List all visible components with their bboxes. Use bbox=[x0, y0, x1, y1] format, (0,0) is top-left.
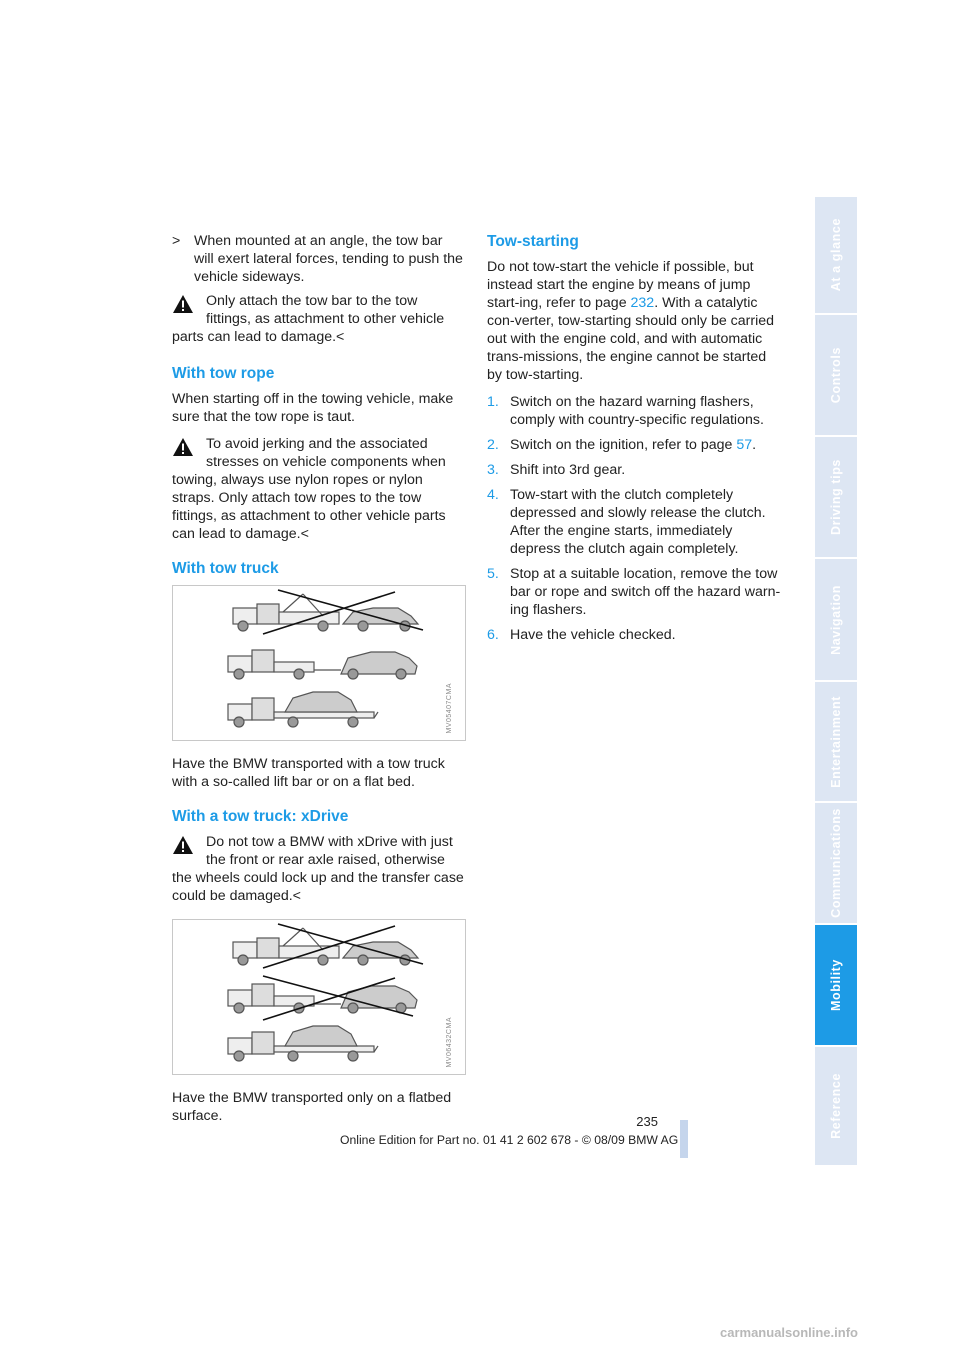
tab-navigation[interactable] bbox=[815, 559, 857, 682]
chapter-sidebar bbox=[815, 197, 857, 1167]
step-number: 6. bbox=[487, 627, 499, 643]
figure-code: MV05407CMA bbox=[446, 683, 453, 734]
tab-entertainment[interactable] bbox=[815, 682, 857, 803]
step-text: Have the vehicle checked. bbox=[510, 627, 676, 643]
page-number: 235 bbox=[636, 1114, 658, 1129]
tab-label: Entertainment bbox=[829, 695, 843, 788]
tab-label: Reference bbox=[829, 1073, 843, 1139]
step-item bbox=[487, 565, 782, 619]
left-column bbox=[172, 232, 464, 1134]
heading-tow-rope: With tow rope bbox=[172, 365, 275, 382]
warning-triangle-icon bbox=[172, 835, 194, 855]
step-text: Shift into 3rd gear. bbox=[510, 462, 626, 478]
warning-block bbox=[172, 833, 464, 905]
xdrive-tow-illustration bbox=[173, 920, 465, 1074]
tab-label: Controls bbox=[829, 346, 843, 404]
page-link-232[interactable]: 232 bbox=[630, 295, 655, 311]
tow-starting-intro bbox=[487, 258, 782, 384]
xdrive-text: Have the BMW transported only on a flatbed surface. bbox=[172, 1090, 452, 1124]
step-number: 1. bbox=[487, 394, 499, 410]
right-column bbox=[487, 232, 782, 651]
page-link-57[interactable]: 57 bbox=[736, 437, 753, 453]
tow-truck-figure bbox=[172, 585, 466, 741]
warning-text: Only attach the tow bar to the tow fittings, as attachment to other vehicle parts can lead to damage.< bbox=[172, 293, 445, 345]
step-text-after: . bbox=[752, 437, 757, 453]
bullet-item bbox=[172, 232, 464, 286]
step-number: 5. bbox=[487, 566, 499, 582]
tab-label: Communications bbox=[829, 808, 843, 918]
tab-label: Driving tips bbox=[829, 459, 843, 535]
watermark: carmanualsonline.info bbox=[720, 1325, 858, 1340]
bullet-mark: > bbox=[172, 233, 181, 249]
step-item bbox=[487, 461, 782, 479]
tow-truck-text: Have the BMW transported with a tow truck with a so-called lift bar or on a flat bed. bbox=[172, 756, 445, 790]
warning-text: Do not tow a BMW with xDrive with just the front or rear axle raised, otherwise the wheels could lock up and the transfer case could be damaged.< bbox=[172, 834, 464, 904]
step-text: Switch on the ignition, refer to page bbox=[510, 437, 737, 453]
warning-block bbox=[172, 435, 464, 543]
tab-label: At a glance bbox=[829, 218, 843, 292]
step-number: 2. bbox=[487, 437, 499, 453]
edition-footer: Online Edition for Part no. 01 41 2 602 678 - © 08/09 BMW AG bbox=[340, 1133, 679, 1147]
heading-tow-starting: Tow-starting bbox=[487, 233, 579, 250]
warning-block bbox=[172, 292, 464, 346]
tab-label: Navigation bbox=[829, 584, 843, 655]
warning-triangle-icon bbox=[172, 294, 194, 314]
tab-at-a-glance[interactable] bbox=[815, 197, 857, 315]
step-item bbox=[487, 486, 782, 558]
tab-mobility[interactable] bbox=[815, 925, 857, 1047]
step-text: Tow-start with the clutch completely depressed and slowly release the clutch. After the engine starts, immediately depress the clutch again completely. bbox=[510, 487, 766, 557]
tow-truck-illustration bbox=[173, 586, 465, 740]
tab-driving-tips[interactable] bbox=[815, 437, 857, 559]
warning-text: To avoid jerking and the associated stresses on vehicle components when towing, always use nylon ropes or nylon straps. Only attach tow ropes to the tow fittings, as attachment to other vehicle parts can lead to damage.< bbox=[172, 436, 446, 542]
tab-controls[interactable] bbox=[815, 315, 857, 437]
xdrive-figure bbox=[172, 919, 466, 1075]
step-number: 4. bbox=[487, 487, 499, 503]
step-text: Switch on the hazard warning flashers, comply with country-specific regulations. bbox=[510, 394, 764, 428]
footer-accent-bar bbox=[680, 1120, 688, 1158]
step-item bbox=[487, 436, 782, 454]
tab-communications[interactable] bbox=[815, 803, 857, 925]
tab-reference[interactable] bbox=[815, 1047, 857, 1167]
tab-label: Mobility bbox=[829, 958, 843, 1012]
step-item bbox=[487, 626, 782, 644]
intro-text-cont: . With a catalytic con-verter, tow-starting should only be carried out with the engine cold, and with automatic trans-missions, the engine cannot be started by tow-starting. bbox=[487, 295, 775, 383]
step-item bbox=[487, 393, 782, 429]
figure-code: MV06432CMA bbox=[446, 1017, 453, 1068]
warning-triangle-icon bbox=[172, 437, 194, 457]
bullet-text: When mounted at an angle, the tow bar will exert lateral forces, tending to push the vehicle sideways. bbox=[194, 233, 463, 285]
heading-tow-truck: With tow truck bbox=[172, 560, 279, 577]
intro-text: Do not tow-start the vehicle if possible, but instead start the engine by means of jump start-ing, refer to page bbox=[487, 259, 754, 311]
step-number: 3. bbox=[487, 462, 499, 478]
tow-rope-text: When starting off in the towing vehicle, make sure that the tow rope is taut. bbox=[172, 391, 454, 425]
heading-xdrive: With a tow truck: xDrive bbox=[172, 808, 349, 825]
step-text: Stop at a suitable location, remove the tow bar or rope and switch off the hazard warn-ing flashers. bbox=[510, 566, 781, 618]
